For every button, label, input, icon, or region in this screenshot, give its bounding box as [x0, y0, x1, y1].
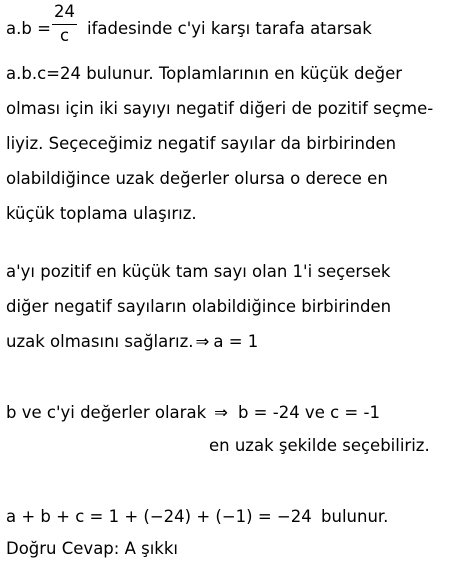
- intro-fraction: [52, 4, 77, 44]
- b-c-values: b = -24 ve c = -1: [237, 403, 380, 422]
- sum-tail: bulunur.: [321, 507, 389, 526]
- paragraph3-line-2: en uzak şekilde seçebiliriz.: [209, 436, 430, 455]
- paragraph2-line-2: diğer negatif sayıların olabildiğince birbirinden: [6, 297, 392, 316]
- intro-tail-text: ifadesinde c'yi karşı tarafa atarsak: [87, 19, 372, 38]
- a-value: a = 1: [213, 332, 259, 351]
- fraction-bar: [52, 24, 77, 25]
- paragraph2-last-text: uzak olmasını sağlarız.: [6, 332, 194, 351]
- paragraph2-line-3: [6, 334, 258, 351]
- fraction-denominator: c: [59, 25, 70, 45]
- implies-arrow-icon: ⇒: [195, 332, 210, 351]
- paragraph1-line-3: liyiz. Seçeceğimiz negatif sayılar da birbirinden: [6, 134, 397, 153]
- paragraph1-line-1: a.b.c=24 bulunur. Toplamlarının en küçük değer: [6, 64, 402, 83]
- answer-line: Doğru Cevap: A şıkkı: [6, 539, 178, 558]
- paragraph1-line-4: olabildiğince uzak değerler olursa o derece en: [6, 169, 388, 188]
- paragraph2-line-1: a'yı pozitif en küçük tam sayı olan 1'i seçersek: [6, 262, 391, 281]
- sum-line: [6, 509, 388, 526]
- intro-tail: [87, 21, 372, 38]
- paragraph1-line-5: küçük toplama ulaşırız.: [6, 204, 197, 223]
- fraction-numerator: 24: [54, 2, 75, 21]
- paragraph1-line-2: olması için iki sayıyı negatif diğeri de pozitif seçme-: [6, 99, 434, 118]
- sum-equation: a + b + c = 1 + (−24) + (−1) = −24: [6, 507, 312, 526]
- paragraph3-text: b ve c'yi değerler olarak: [6, 403, 207, 422]
- intro-lhs-text: a.b =: [6, 19, 51, 38]
- intro-lhs: [6, 21, 51, 38]
- paragraph3-line-1: [6, 405, 380, 422]
- implies-arrow-icon: ⇒: [214, 403, 228, 422]
